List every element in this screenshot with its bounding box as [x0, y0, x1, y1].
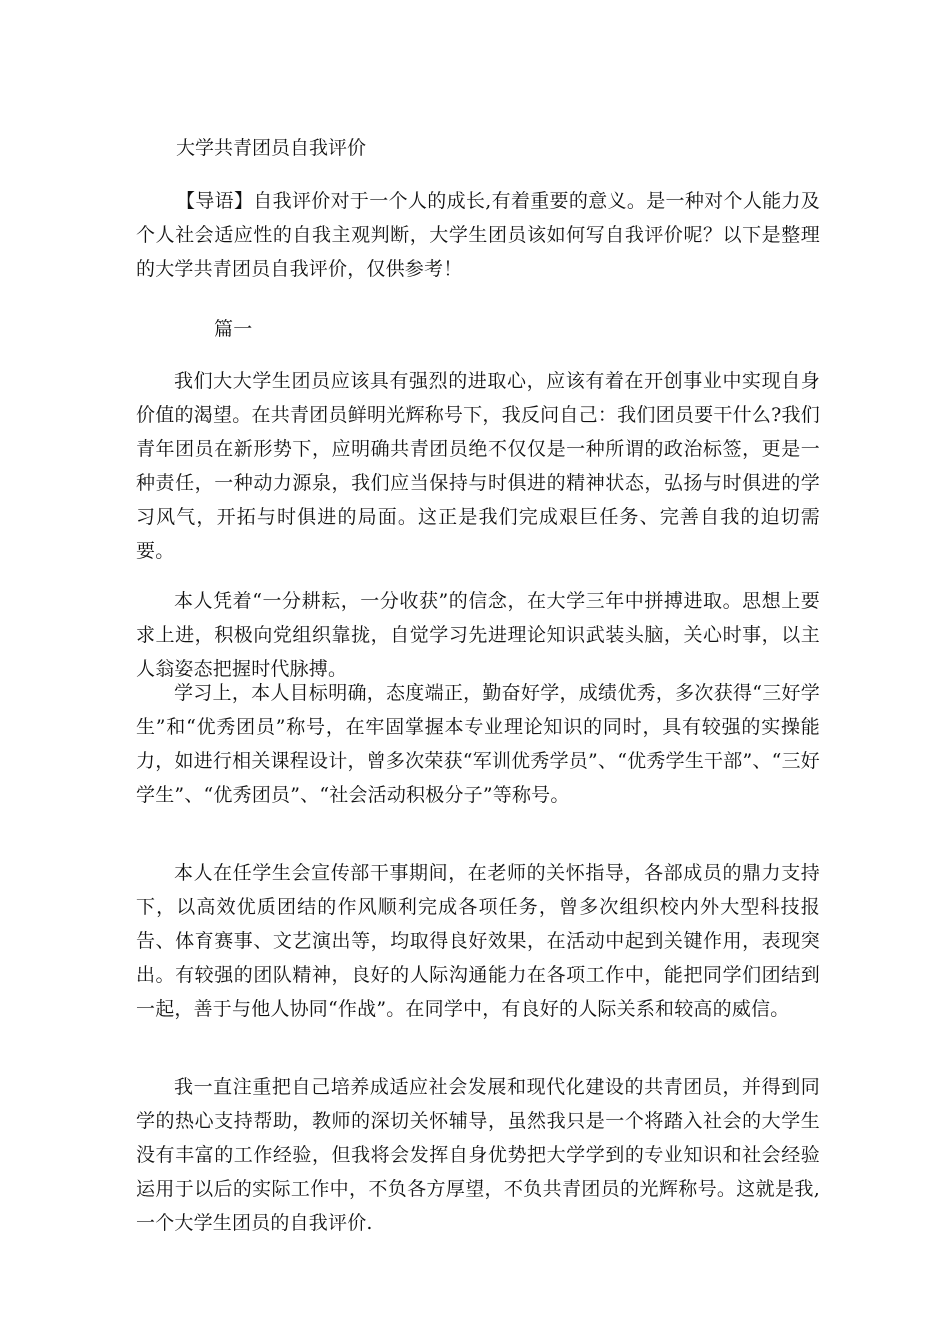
- body-paragraph-1: 我们大大学生团员应该具有强烈的进取心，应该有着在开创事业中实现自身价值的渴望。在共青团员鲜明光辉称号下，我反问自己：我们团员要干什么?我们青年团员在新形势下，应明确共青团员绝不仅仅是一种所谓的政治标签，更是一种责任，一种动力源泉，我们应当保持与时俱进的精神状态，弘扬与时俱进的学习风气，开拓与时俱进的局面。这正是我们完成艰巨任务、完善自我的迫切需要。: [136, 370, 820, 562]
- intro-paragraph: 【导语】自我评价对于一个人的成长,有着重要的意义。是一种对个人能力及个人社会适应性的自我主观判断，大学生团员该如何写自我评价呢？以下是整理的大学共青团员自我评价，仅供参考！: [136, 190, 820, 280]
- section-heading: 篇一: [214, 318, 253, 340]
- document-title: 大学共青团员自我评价: [176, 137, 367, 159]
- body-paragraph-5: 我一直注重把自己培养成适应社会发展和现代化建设的共青团员，并得到同学的热心支持帮助，教师的深切关怀辅导，虽然我只是一个将踏入社会的大学生没有丰富的工作经验，但我将会发挥自身优势把大学学到的专业知识和社会经验运用于以后的实际工作中，不负各方厚望，不负共青团员的光辉称号。这就是我,一个大学生团员的自我评价.: [136, 1076, 820, 1234]
- body-paragraph-3: 学习上，本人目标明确，态度端正，勤奋好学，成绩优秀，多次获得“三好学生”和“优秀团员”称号，在牢固掌握本专业理论知识的同时，具有较强的实操能力，如进行相关课程设计，曾多次荣获“军训优秀学员”、“优秀学生干部”、“三好学生”、“优秀团员”、“社会活动积极分子”等称号。: [136, 682, 820, 806]
- body-paragraph-2: 本人凭着“一分耕耘，一分收获”的信念，在大学三年中拼搏进取。思想上要求上进，积极向党组织靠拢，自觉学习先进理论知识武装头脑，关心时事，以主人翁姿态把握时代脉搏。: [136, 590, 820, 680]
- body-paragraph-4: 本人在任学生会宣传部干事期间，在老师的关怀指导，各部成员的鼎力支持下，以高效优质团结的作风顺利完成各项任务，曾多次组织校内外大型科技报告、体育赛事、文艺演出等，均取得良好效果，在活动中起到关键作用，表现突出。有较强的团队精神，良好的人际沟通能力在各项工作中，能把同学们团结到一起，善于与他人协同“作战”。在同学中，有良好的人际关系和较高的威信。: [136, 862, 820, 1020]
